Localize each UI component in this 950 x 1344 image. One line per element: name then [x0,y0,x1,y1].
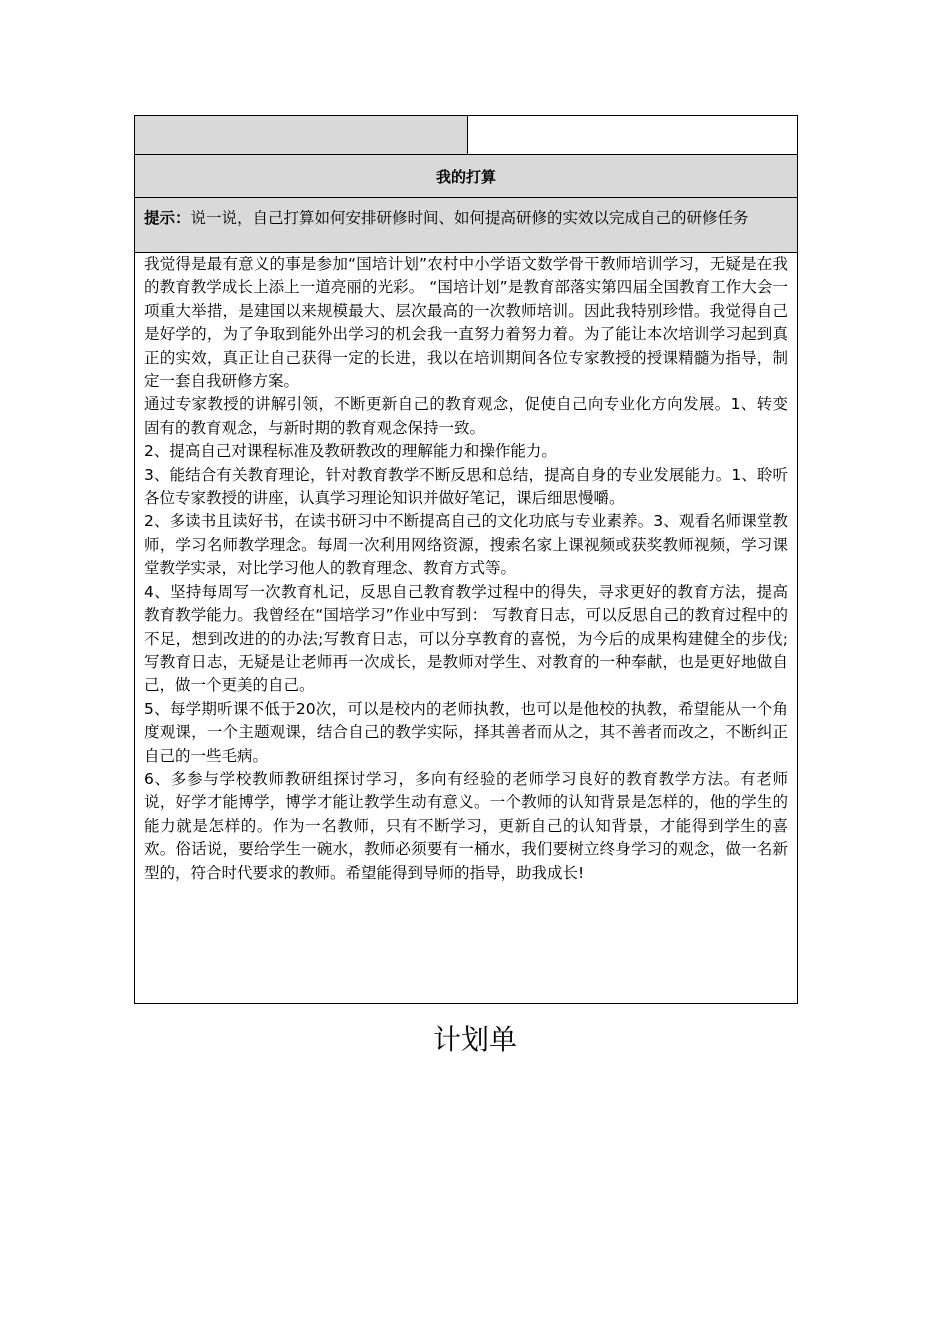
table-top-row [135,116,798,155]
table-hint-row [135,198,798,253]
top-left-cell [135,116,468,155]
hint-content: 说一说，自己打算如何安排研修时间、如何提高研修的实效以完成自己的研修任务 [190,209,749,227]
plan-body-text [135,253,797,885]
hint-cell [135,198,798,253]
body-cell [135,253,798,1004]
hint-text [135,198,797,230]
paragraph: 4、坚持每周写一次教育札记，反思自己教育教学过程中的得失，寻求更好的教育方法，提高教育教学能力。我曾经在“国培学习”作业中写到： 写教育日志，可以反思自己的教育过程中的不足，想到改进的的办法;写教育日志，可以分享教育的喜悦，为今后的成果构建健全的步伐;写教育日志，无疑是让老师再一次成长，是教师对学生、对教育的一种奉献，也是更好地做自己，做一个更美的自己。 [144,582,788,695]
table-body-row [135,253,798,1004]
paragraph: 通过专家教授的讲解引领，不断更新自己的教育观念，促使自己向专业化方向发展。1、转变固有的教育观念，与新时期的教育观念保持一致。 [144,395,788,437]
paragraph: 2、提高自己对课程标准及教研教改的理解能力和操作能力。 [144,442,557,461]
section-heading: 我的打算 [135,155,798,198]
hint-label: 提示： [144,209,191,227]
paragraph: 5、每学期听课不低于20次，可以是校内的老师执教，也可以是他校的执教，希望能从一个角度观课，一个主题观课，结合自己的教学实际，择其善者而从之，其不善者而改之，不断纠正自己的一些毛病。 [144,699,788,765]
paragraph: 2、多读书且读好书，在读书研习中不断提高自己的文化功底与专业素养。3、观看名师课堂教师，学习名师教学理念。每周一次利用网络资源，搜索名家上课视频或获奖教师视频，学习课堂教学实录，对比学习他人的教育理念、教育方式等。 [144,512,788,578]
top-right-cell [468,116,798,155]
paragraph: 我觉得是最有意义的事是参加“国培计划”农村中小学语文数学骨干教师培训学习，无疑是在我的教育教学成长上添上一道亮丽的光彩。 “国培计划”是教育部落实第四届全国教育工作大会一项重大举措，是建国以来规模最大、层次最高的一次教师培训。因此我特别珍惜。我觉得自己是好学的，为了争取到能外出学习的机会我一直努力着努力着。为了能让本次培训学习起到真正的实效，真正让自己获得一定的长进，我以在培训期间各位专家教授的授课精髓为指导，制定一套自我研修方案。 [144,255,788,391]
footer-title: 计划单 [432,1023,517,1056]
table-heading-row [135,155,798,198]
paragraph: 3、能结合有关教育理论，针对教育教学不断反思和总结，提高自身的专业发展能力。1、聆听各位专家教授的讲座，认真学习理论知识并做好笔记，课后细思慢嚼。 [144,465,788,508]
paragraph: 6、多参与学校教师教研组探讨学习，多向有经验的老师学习良好的教育教学方法。有老师说，好学才能博学，博学才能让教学生动有意义。一个教师的认知背景是怎样的，他的学生的能力就是怎样的。作为一名教师，只有不断学习，更新自己的认知背景，才能得到学生的喜欢。俗话说，要给学生一碗水，教师必须要有一桶水，我们要树立终身学习的观念，做一名新型的，符合时代要求的教师。希望能得到导师的指导，助我成长! [144,769,788,882]
plan-table [134,115,798,1004]
